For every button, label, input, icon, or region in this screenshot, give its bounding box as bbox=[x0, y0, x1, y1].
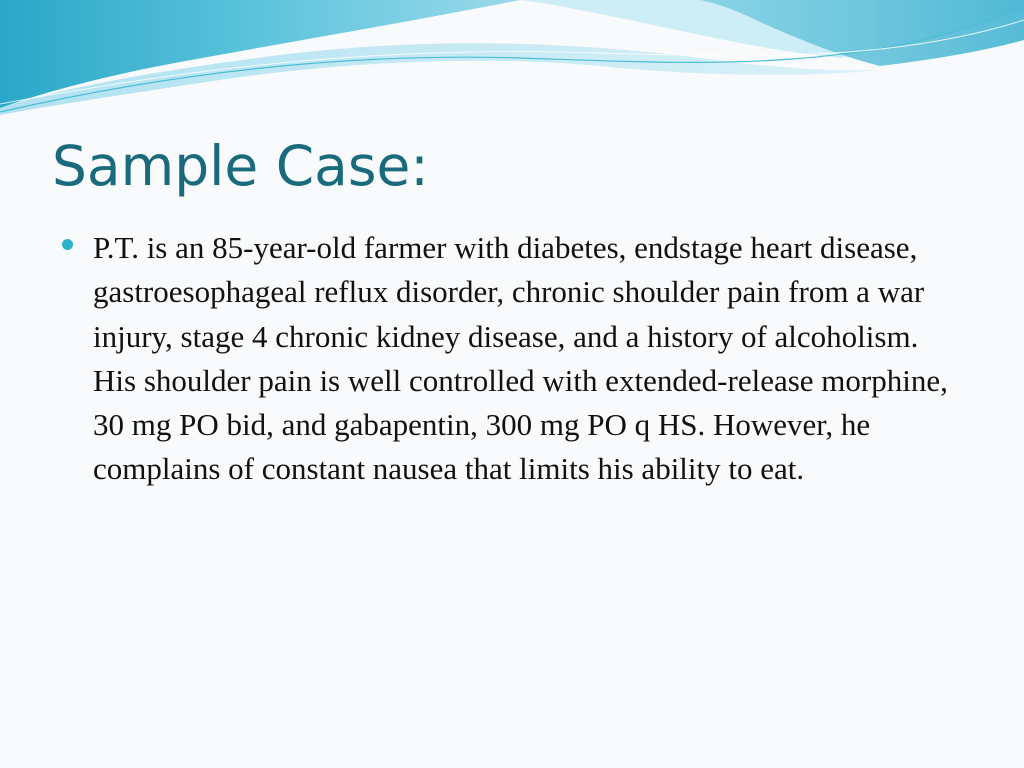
bullet-list bbox=[62, 226, 952, 492]
slide-title: Sample Case: bbox=[52, 134, 429, 198]
wave-header-decoration bbox=[0, 0, 1024, 120]
bullet-text: P.T. is an 85-year-old farmer with diabetes, endstage heart disease, gastroesophageal reflux disorder, chronic shoulder pain from a war injury, stage 4 chronic kidney disease, and a history of alcoholism. His shoulder pain is well controlled with extended-release morphine, 30 mg PO bid, and gabapentin, 300 mg PO q HS. However, he complains of constant nausea that limits his ability to eat. bbox=[93, 230, 948, 487]
bullet-dot-icon bbox=[62, 239, 73, 250]
bullet-item bbox=[62, 226, 952, 492]
